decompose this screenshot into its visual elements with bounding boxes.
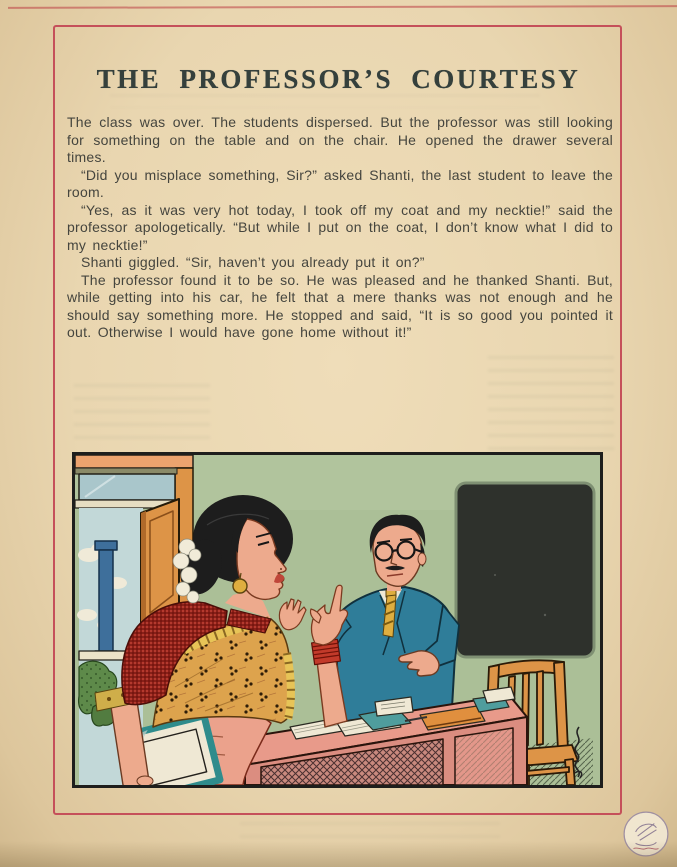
transom-window (79, 474, 175, 500)
story-text (67, 114, 613, 342)
story-paragraph: “Did you misplace something, Sir?” asked Shanti, the last student to leave the room. (67, 166, 613, 200)
story-paragraph: Shanti giggled. “Sir, haven’t you already put it on?” (81, 254, 425, 270)
scan-shadow (0, 841, 677, 867)
story-illustration (72, 452, 603, 788)
story-paragraph: “Yes, as it was very hot today, I took off my coat and my necktie!” said the professor apologetically. “But while I put on the coat, I don’t know what I did to my necktie!” (67, 201, 613, 253)
page-top-rule (8, 5, 677, 9)
page-title: THE PROFESSOR’S COURTESY (96, 64, 581, 95)
gold-earring (233, 579, 247, 593)
pillar (95, 541, 117, 659)
story-paragraph: The professor found it to be so. He was pleased and he thanked Shanti. But, while getting into his car, he felt that a mere thanks was not enough and he should say something more. He stopped and said, “It is so good you pointed it out. Otherwise I would have gone home without it!” (67, 271, 613, 340)
story-paragraph: The class was over. The students dispersed. But the professor was still looking for something on the table and on the chair. He opened the drawer several times. (67, 114, 613, 165)
blackboard (456, 483, 594, 657)
